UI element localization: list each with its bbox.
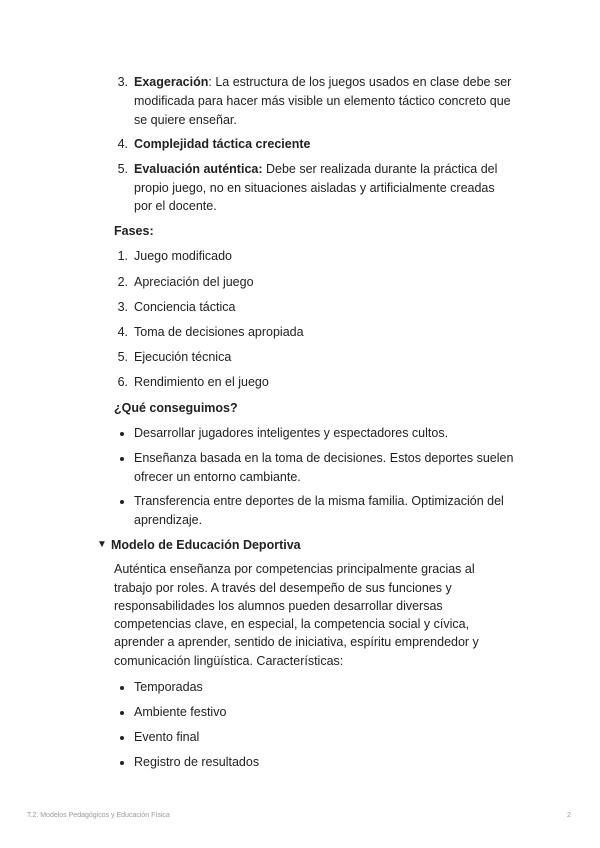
paragraph-line: trabajo por roles. A través del desempeño de sus funciones y — [114, 581, 452, 595]
bullet-item-line: ofrecer un entorno cambiante. — [134, 470, 301, 484]
toggle-triangle-icon[interactable]: ▼ — [97, 539, 107, 550]
bullet-item: Transferencia entre deportes de la misma familia. Optimización del — [134, 494, 504, 508]
fase-item: Apreciación del juego — [134, 275, 254, 289]
list-number: 2. — [117, 275, 128, 289]
bullet-icon — [120, 761, 124, 765]
bullet-icon — [120, 686, 124, 690]
fase-item: Conciencia táctica — [134, 300, 236, 314]
list-number: 3. — [117, 300, 128, 314]
term-title: Exageración — [134, 75, 209, 89]
fase-item: Rendimiento en el juego — [134, 375, 269, 389]
bullet-icon — [120, 457, 124, 461]
bullet-icon — [120, 711, 124, 715]
bullet-icon — [120, 500, 124, 504]
fase-item: Ejecución técnica — [134, 350, 232, 364]
page-number: 2 — [567, 812, 571, 819]
term-colon: : — [208, 75, 212, 89]
bullet-item: Desarrollar jugadores inteligentes y espectadores cultos. — [134, 426, 449, 440]
fase-item: Juego modificado — [134, 249, 232, 263]
list-number: 1. — [117, 249, 128, 263]
list-number: 6. — [117, 375, 128, 389]
term-description-line: modificada para hacer más visible un elemento táctico concreto que — [134, 94, 511, 108]
fases-heading: Fases: — [114, 224, 154, 238]
term-description-line: se quiere enseñar. — [134, 113, 237, 127]
bullet-icon — [120, 432, 124, 436]
bullet-item: Registro de resultados — [134, 755, 260, 769]
term-description-line: por el docente. — [134, 199, 217, 213]
list-number: 3. — [117, 75, 128, 89]
bullet-item: Ambiente festivo — [134, 705, 227, 719]
paragraph-line: aprender a aprender, sentido de iniciativa, espíritu emprendedor y — [114, 635, 479, 649]
term-description: Debe ser realizada durante la práctica del — [266, 162, 498, 176]
footer-title: T.2. Modelos Pedagógicos y Educación Física — [27, 812, 170, 819]
fase-item: Toma de decisiones apropiada — [134, 325, 304, 339]
list-number: 5. — [117, 350, 128, 364]
list-number: 4. — [117, 137, 128, 151]
section-heading: Modelo de Educación Deportiva — [111, 538, 301, 552]
bullet-item: Evento final — [134, 730, 200, 744]
list-item-text — [134, 160, 497, 178]
paragraph-line: competencias clave, en especial, la competencia social y cívica, — [114, 617, 470, 631]
term-description: La estructura de los juegos usados en clase debe ser — [215, 75, 512, 89]
list-number: 4. — [117, 325, 128, 339]
bullet-item-line: aprendizaje. — [134, 513, 203, 527]
paragraph-line: Auténtica enseñanza por competencias principalmente gracias al — [114, 562, 475, 576]
paragraph-line: comunicación lingüística. Características: — [114, 654, 344, 668]
bullet-item: Temporadas — [134, 680, 203, 694]
term-title: Complejidad táctica creciente — [134, 137, 311, 151]
bullet-icon — [120, 736, 124, 740]
bullet-item: Enseñanza basada en la toma de decisiones. Estos deportes suelen — [134, 451, 514, 465]
list-item-text — [134, 73, 511, 91]
conseguimos-heading: ¿Qué conseguimos? — [114, 401, 238, 415]
term-description-line: propio juego, no en situaciones aisladas y artificialmente creadas — [134, 181, 495, 195]
term-title: Evaluación auténtica: — [134, 162, 263, 176]
list-number: 5. — [117, 162, 128, 176]
paragraph-line: responsabilidades los alumnos pueden desarrollar diversas — [114, 599, 443, 613]
